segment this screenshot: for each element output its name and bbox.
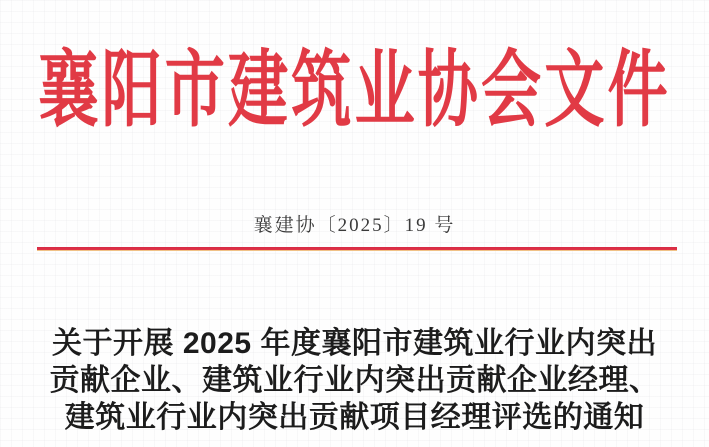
- subject-title-line-3: 建筑业行业内突出贡献项目经理评选的通知: [64, 401, 645, 434]
- doc-number: 襄建协〔2025〕19 号: [253, 215, 456, 236]
- subject-title-line-2: 贡献企业、建筑业行业内突出贡献企业经理、: [49, 364, 660, 397]
- org-title: 襄阳市建筑业协会文件: [38, 43, 671, 137]
- subject-title: [0, 325, 709, 436]
- subject-title-line-1: 关于开展 2025 年度襄阳市建筑业行业内突出: [52, 327, 657, 360]
- red-divider-line: [37, 247, 677, 251]
